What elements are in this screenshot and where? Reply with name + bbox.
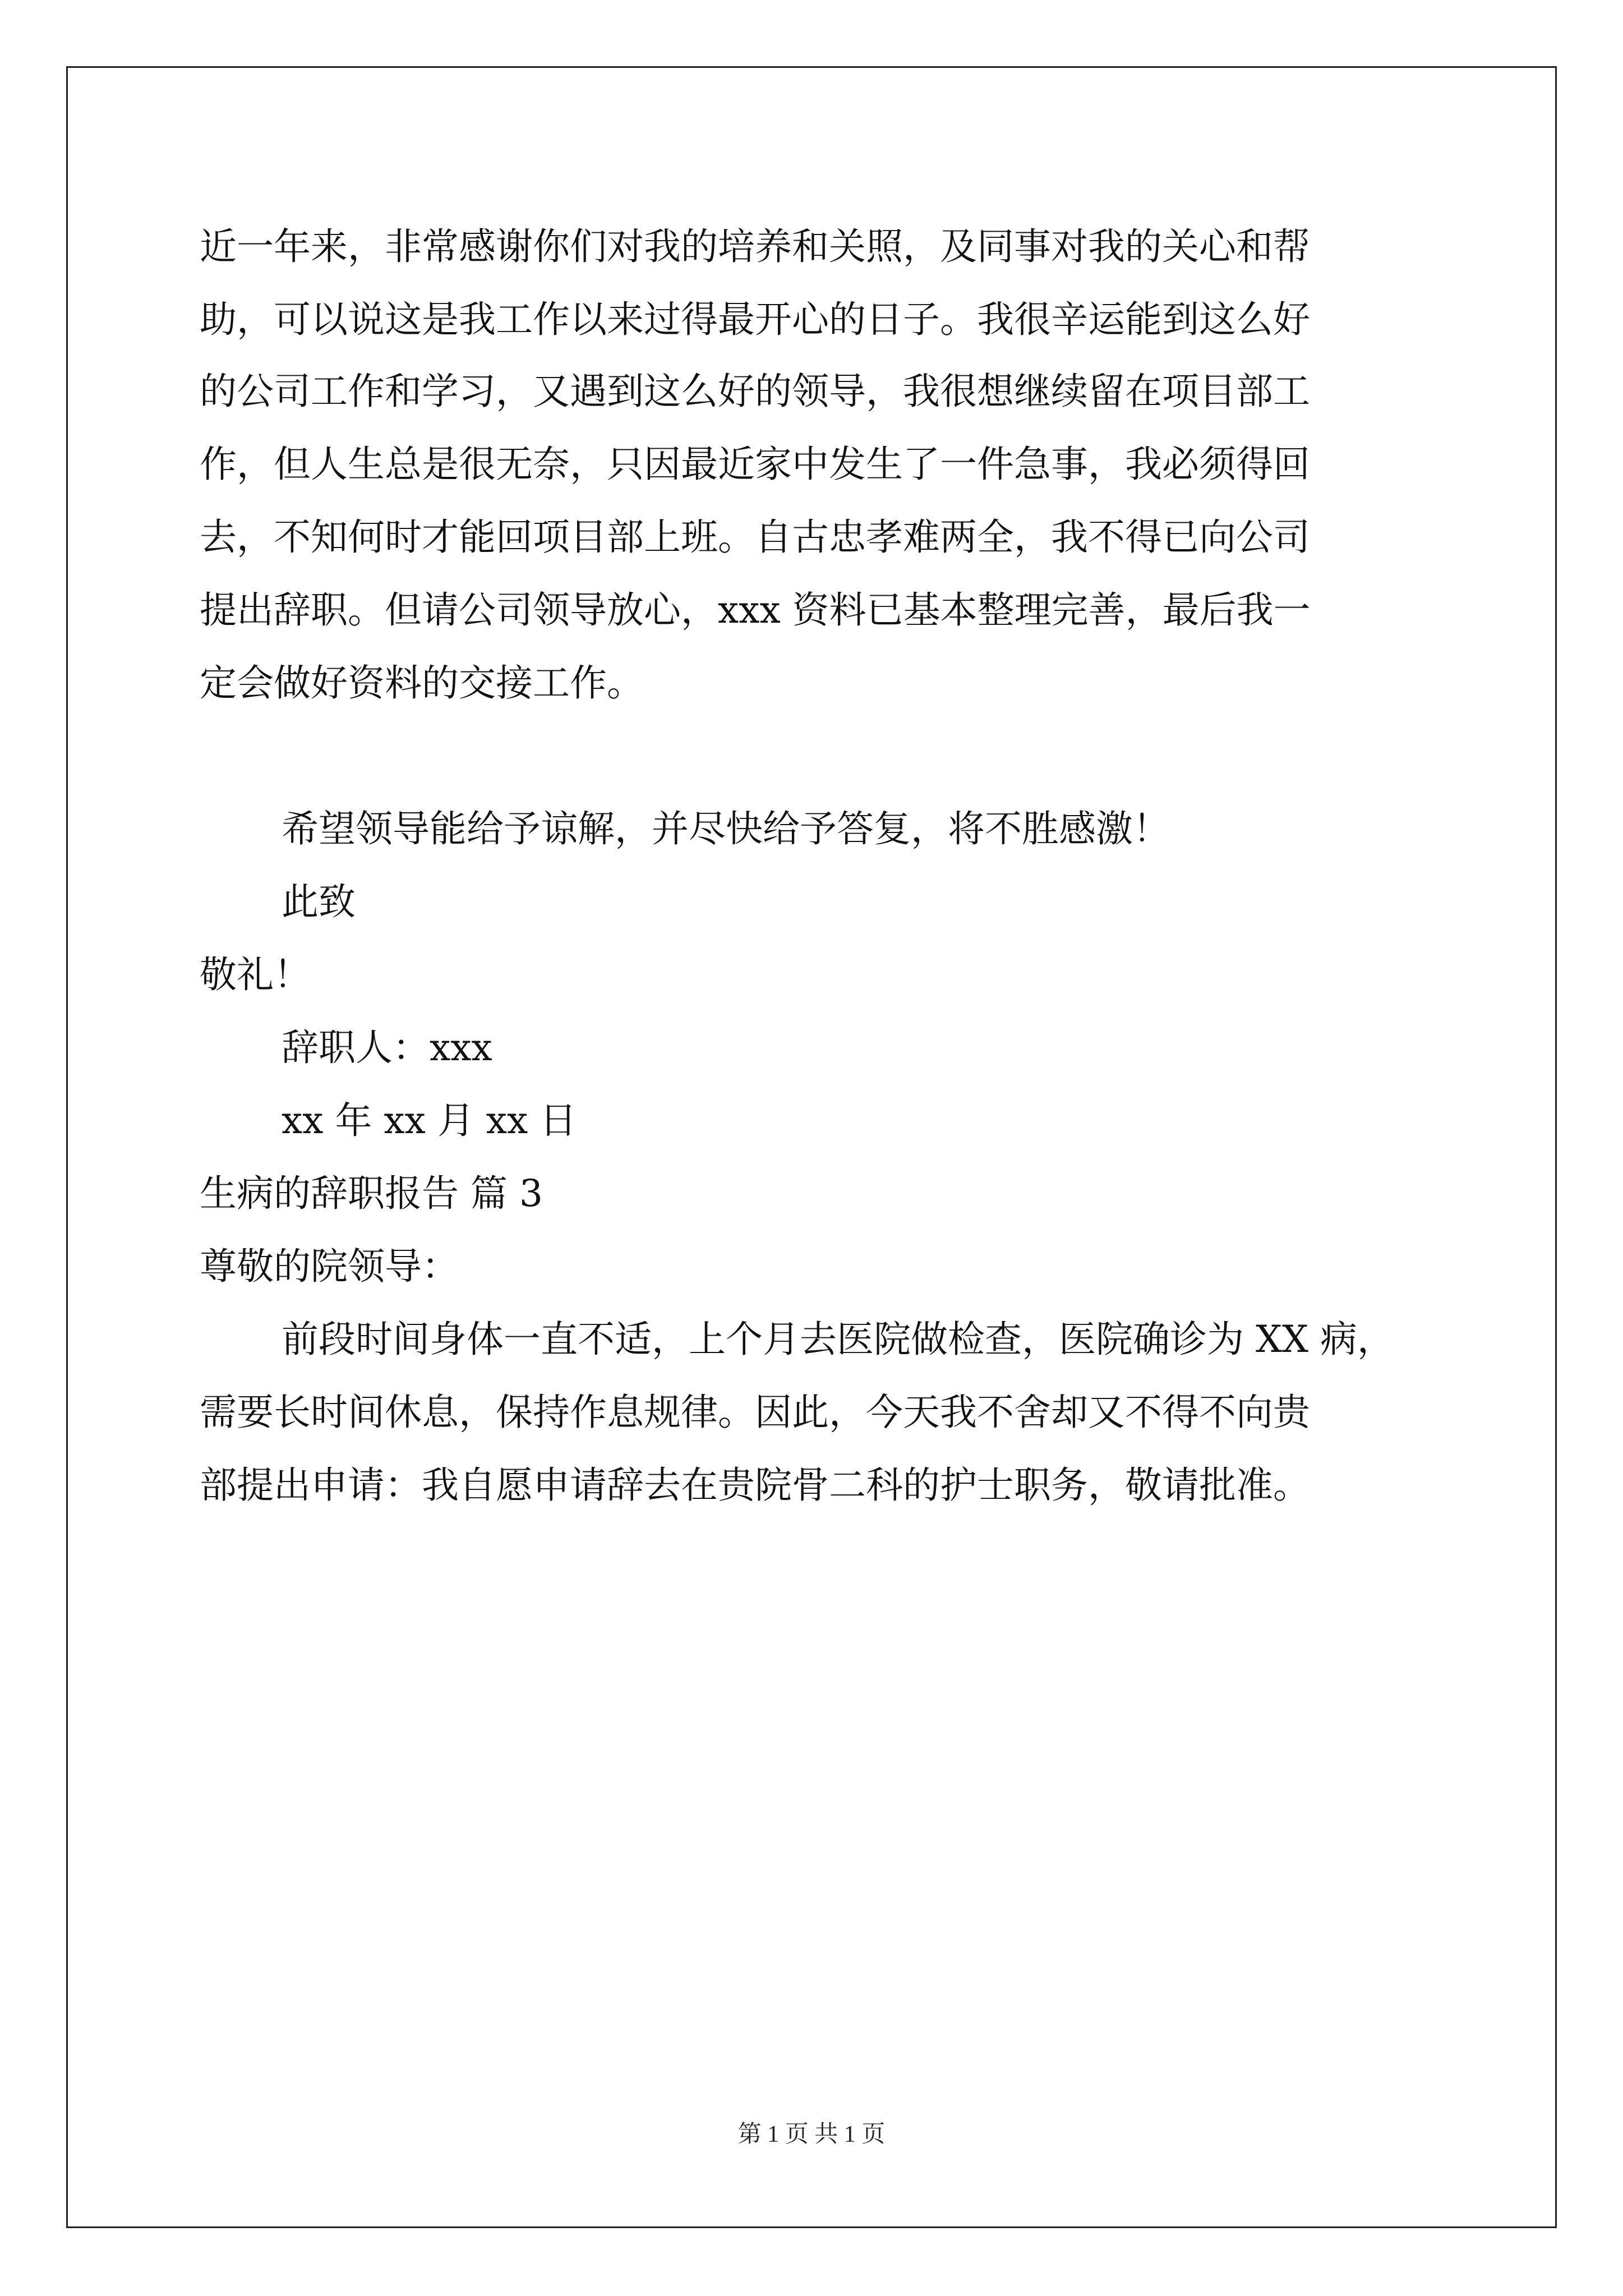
date-line: xx 年 xx 月 xx 日 [282, 1099, 577, 1142]
hope-paragraph: 希望领导能给予谅解，并尽快给予答复，将不胜感激！ [282, 807, 1170, 850]
paragraph-line: 去，不知何时才能回项目部上班。自古忠孝难两全，我不得已向公司 [200, 516, 1310, 559]
paragraph-line: 需要长时间休息，保持作息规律。因此，今天我不舍却又不得不向贵 [200, 1391, 1310, 1434]
paragraph-line: 前段时间身体一直不适，上个月去医院做检查，医院确诊为 XX 病， [282, 1318, 1394, 1361]
greeting-line: 尊敬的院领导： [200, 1245, 459, 1288]
paragraph-line: 的公司工作和学习，又遇到这么好的领导，我很想继续留在项目部工 [200, 370, 1310, 413]
closing-line: 此致 [282, 880, 356, 923]
paragraph-line: 定会做好资料的交接工作。 [200, 661, 644, 705]
section-title: 生病的辞职报告 篇 3 [200, 1172, 543, 1215]
page-footer: 第 1 页 共 1 页 [737, 2122, 886, 2147]
paragraph-line: 作，但人生总是很无奈，只因最近家中发生了一件急事，我必须得回 [200, 443, 1310, 486]
paragraph-line: 近一年来，非常感谢你们对我的培养和关照，及同事对我的关心和帮 [200, 225, 1310, 268]
resigner-signature: 辞职人：xxx [282, 1026, 492, 1069]
paragraph-line: 提出辞职。但请公司领导放心，xxx 资料已基本整理完善，最后我一 [200, 588, 1311, 632]
paragraph-line: 助，可以说这是我工作以来过得最开心的日子。我很辛运能到这么好 [200, 298, 1310, 341]
paragraph-line: 部提出申请：我自愿申请辞去在贵院骨二科的护士职务，敬请批准。 [200, 1464, 1310, 1507]
salute-line: 敬礼！ [200, 953, 311, 996]
